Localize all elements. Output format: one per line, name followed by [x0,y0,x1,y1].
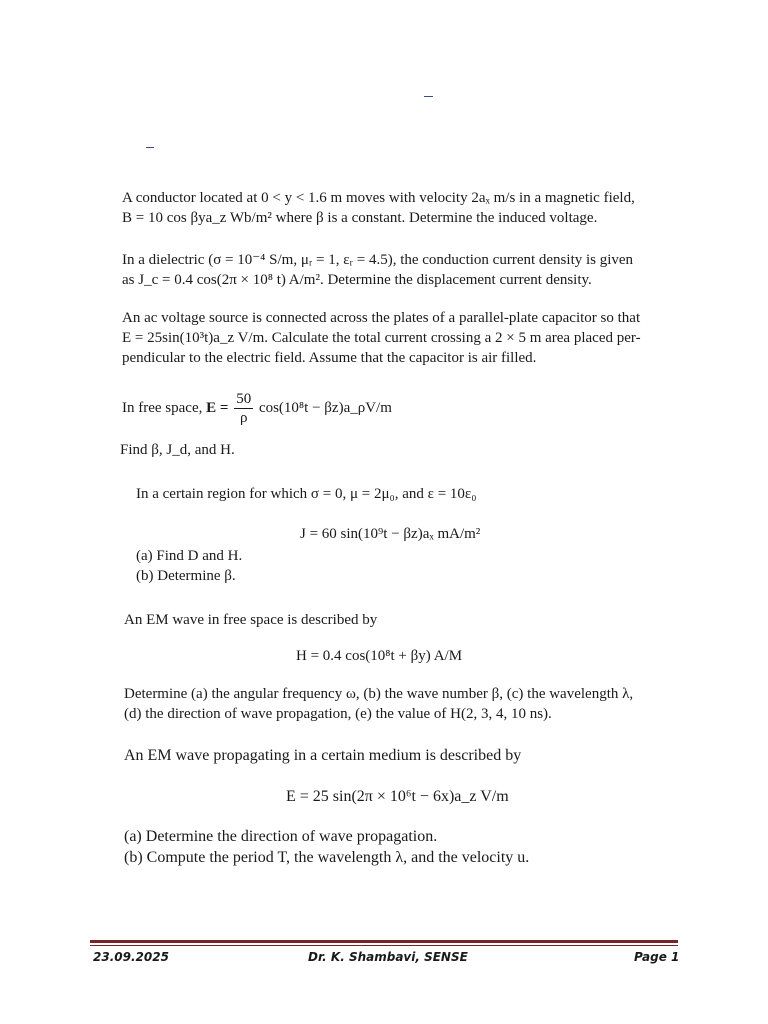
problem-5-equation: J = 60 sin(10⁹t − βz)aₓ mA/m² [300,526,481,542]
problem-2-line-2: as J_c = 0.4 cos(2π × 10⁸ t) A/m². Determine the displacement current density. [122,272,592,288]
problem-1 [122,188,635,228]
problem-5-parts [136,546,242,586]
problem-3-line-1: An ac voltage source is connected across the plates of a parallel-plate capacitor so that [122,310,641,326]
problem-2-line-1: In a dielectric (σ = 10⁻⁴ S/m, μᵣ = 1, εᵣ = 4.5), the conduction current density is given [122,252,634,268]
problem-6-line-1: Determine (a) the angular frequency ω, (b) the wave number β, (c) the wavelength λ, [124,686,634,702]
problem-7-parts [124,826,529,868]
footer-date: 23.09.2025 [93,950,169,964]
dash-mark-top [424,96,433,97]
problem-4-rhs: cos(10⁸t − βz)a_ρV/m [258,400,392,416]
problem-7-intro: An EM wave propagating in a certain medium is described by [124,747,522,764]
problem-6-equation: H = 0.4 cos(10⁸t + βy) A/M [296,648,463,664]
footer-author: Dr. K. Shambavi, SENSE [308,950,468,964]
problem-1-line-2: B = 10 cos βya_z Wb/m² where β is a constant. Determine the induced voltage. [122,210,598,226]
footer-rule-thin [90,945,678,946]
footer-rule-thick [90,940,678,943]
problem-1-line-1: A conductor located at 0 < y < 1.6 m moves with velocity 2aₓ m/s in a magnetic field, [122,190,635,206]
problem-3 [122,308,641,368]
problem-7-part-b: (b) Compute the period T, the wavelength λ, and the velocity u. [124,849,530,866]
footer-page-number: Page 1 [634,950,680,964]
dash-mark-left [146,147,154,148]
problem-5-part-b: (b) Determine β. [136,568,236,584]
problem-4-find: Find β, J_d, and H. [120,442,235,458]
problem-4-prefix: In free space, [122,400,203,416]
problem-3-line-3: pendicular to the electric field. Assume that the capacitor is air filled. [122,350,537,366]
problem-6-line-2: (d) the direction of wave propagation, (e) the value of H(2, 3, 4, 10 ns). [124,706,552,722]
problem-3-line-2: E = 25sin(10³t)a_z V/m. Calculate the total current crossing a 2 × 5 m area placed per- [122,330,641,346]
problem-4-denominator: ρ [239,410,248,427]
problem-4-lhs: E = [206,400,229,416]
problem-2 [122,250,633,290]
problem-4-equation [122,388,392,428]
problem-7-part-a: (a) Determine the direction of wave propagation. [124,828,438,845]
problem-7-equation: E = 25 sin(2π × 10⁶t − 6x)a_z V/m [286,788,509,805]
problem-4-fraction [234,390,253,427]
problem-5-part-a: (a) Find D and H. [136,548,243,564]
problem-6-tasks [124,684,633,724]
problem-5-intro: In a certain region for which σ = 0, μ = 2μ₀, and ε = 10ε₀ [136,486,477,502]
problem-6-intro: An EM wave in free space is described by [124,612,378,628]
problem-4-numerator: 50 [236,391,252,408]
